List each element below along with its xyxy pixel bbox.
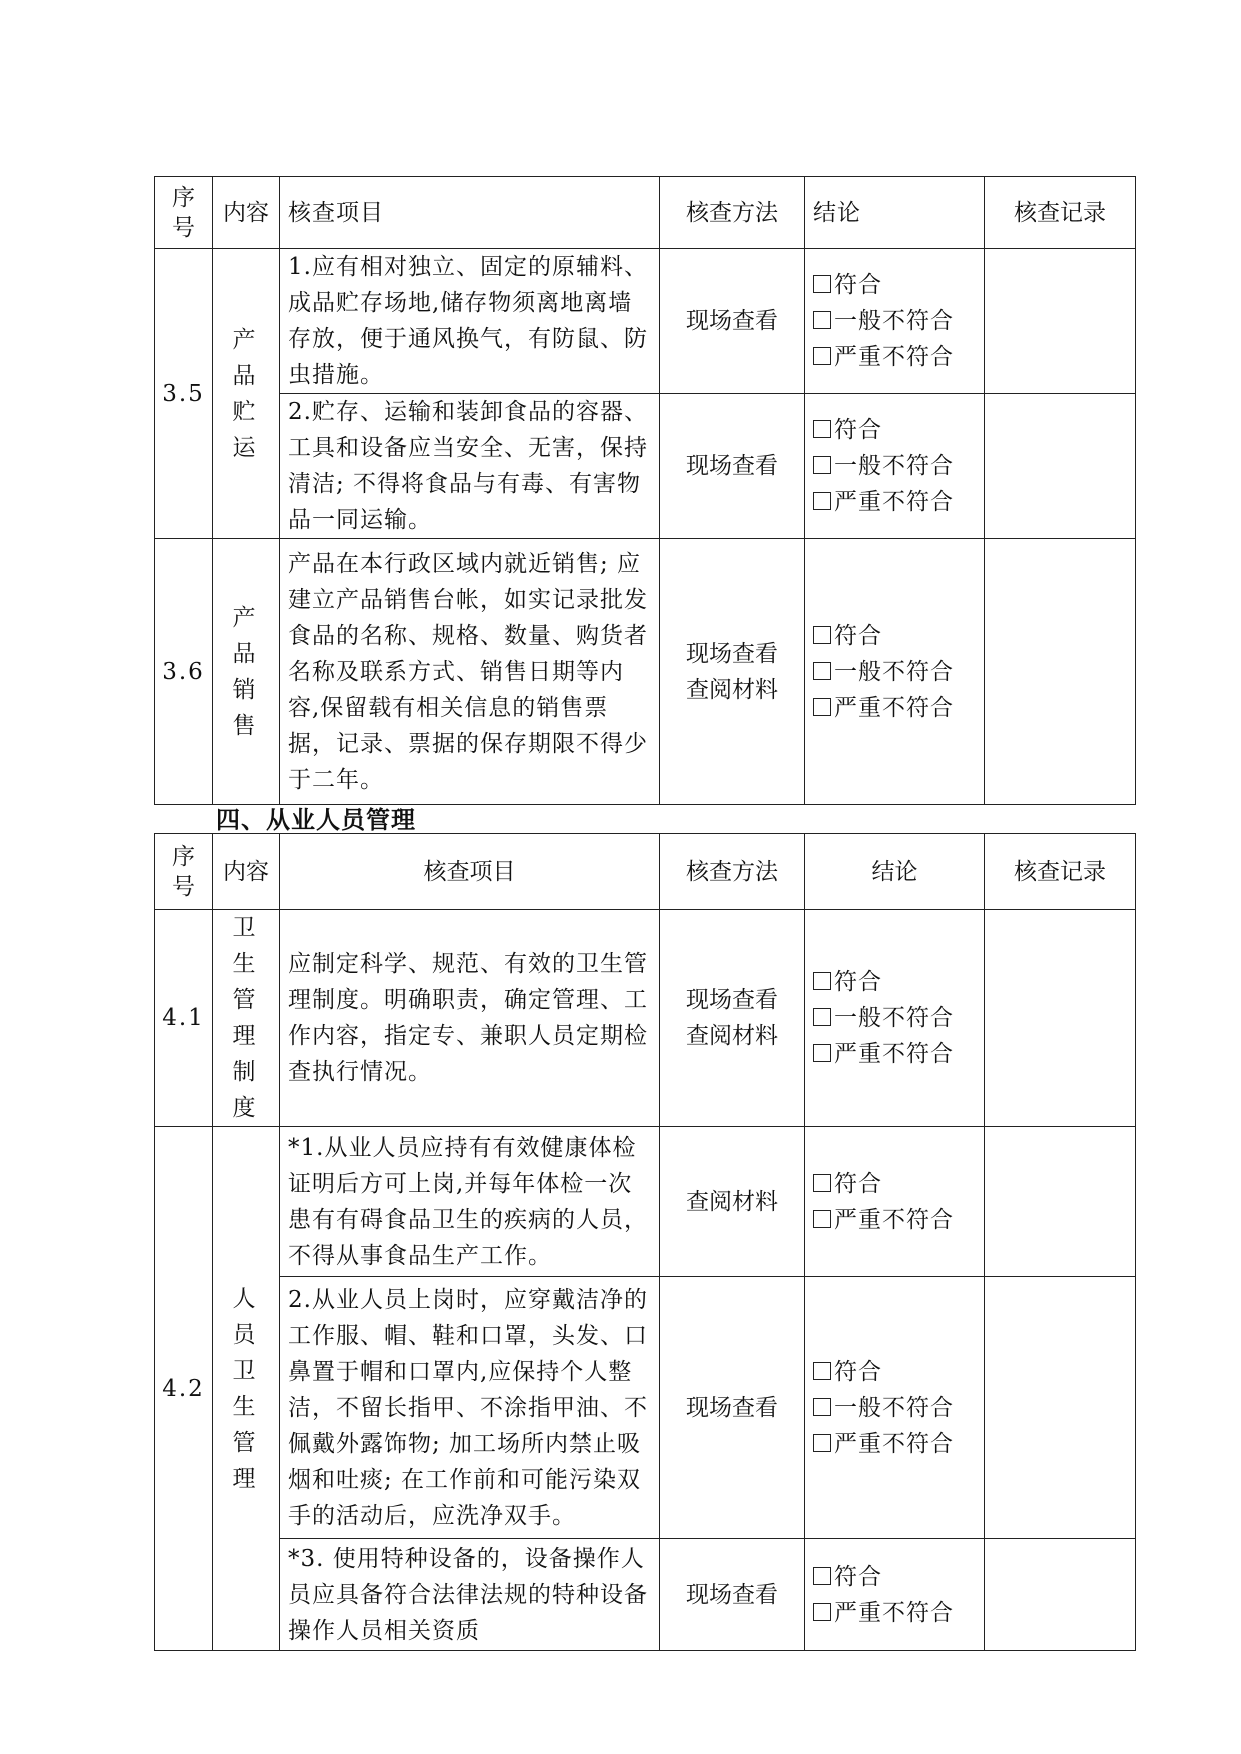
option-ok[interactable]: 符合 <box>805 267 984 303</box>
option-minor[interactable]: 一般不符合 <box>805 448 984 484</box>
checkbox-icon <box>813 1603 831 1621</box>
table-header-row <box>155 834 1136 910</box>
checkbox-icon <box>813 1434 831 1452</box>
checkbox-icon <box>813 492 831 510</box>
checkbox-icon <box>813 1008 831 1026</box>
option-ok[interactable]: 符合 <box>805 412 984 448</box>
item-cell: 2.贮存、运输和装卸食品的容器、工具和设备应当安全、无害，保持清洁; 不得将食品与有毒、有害物品一同运输。 <box>280 394 660 539</box>
method-cell: 现场查看 <box>660 1277 805 1539</box>
option-ok[interactable]: 符合 <box>805 618 984 654</box>
header-method: 核查方法 <box>660 834 805 910</box>
option-minor[interactable]: 一般不符合 <box>805 1000 984 1036</box>
item-cell: 产品在本行政区域内就近销售; 应建立产品销售台帐，如实记录批发食品的名称、规格、数量、购货者名称及联系方式、销售日期等内容,保留载有相关信息的销售票据，记录、票据的保存期限不得少于二年。 <box>280 539 660 805</box>
header-method: 核查方法 <box>660 177 805 249</box>
header-content: 内容 <box>213 177 280 249</box>
seq-cell: 3.5 <box>155 249 213 539</box>
checkbox-icon <box>813 1362 831 1380</box>
checkbox-icon <box>813 662 831 680</box>
header-seq: 序号 <box>171 843 195 900</box>
method-cell: 现场查看查阅材料 <box>685 640 778 703</box>
table-row <box>155 249 1136 394</box>
method-cell: 现场查看查阅材料 <box>685 987 778 1049</box>
seq-cell: 4.2 <box>155 1127 213 1651</box>
table-row <box>155 1127 1136 1277</box>
item-cell: 1.应有相对独立、固定的原辅料、成品贮存场地,储存物须离地离墙存放，便于通风换气，有防鼠、防虫措施。 <box>280 249 660 394</box>
record-cell[interactable] <box>985 910 1136 1127</box>
option-severe[interactable]: 严重不符合 <box>805 484 984 520</box>
record-cell[interactable] <box>985 249 1136 394</box>
option-ok[interactable]: 符合 <box>805 1166 984 1202</box>
checkbox-icon <box>813 1567 831 1585</box>
option-severe[interactable]: 严重不符合 <box>805 1202 984 1238</box>
content-cell: 产品销售 <box>232 604 260 739</box>
table-row <box>155 1539 1136 1651</box>
record-cell[interactable] <box>985 1277 1136 1539</box>
record-cell[interactable] <box>985 394 1136 539</box>
record-cell[interactable] <box>985 1539 1136 1651</box>
section-title: 四、从业人员管理 <box>216 806 416 834</box>
checkbox-icon <box>813 420 831 438</box>
record-cell[interactable] <box>985 1127 1136 1277</box>
item-cell: 应制定科学、规范、有效的卫生管理制度。明确职责，确定管理、工作内容，指定专、兼职人员定期检查执行情况。 <box>280 910 660 1127</box>
checkbox-icon <box>813 456 831 474</box>
content-cell: 卫生管理制度 <box>232 915 260 1121</box>
method-cell: 现场查看 <box>660 249 805 394</box>
inspection-table-section-3 <box>154 176 1136 805</box>
header-conclusion: 结论 <box>805 177 985 249</box>
option-minor[interactable]: 一般不符合 <box>805 303 984 339</box>
table-row <box>155 1277 1136 1539</box>
record-cell[interactable] <box>985 539 1136 805</box>
checkbox-icon <box>813 1210 831 1228</box>
seq-cell: 4.1 <box>155 910 213 1127</box>
option-minor[interactable]: 一般不符合 <box>805 1390 984 1426</box>
header-seq: 序号 <box>171 184 195 241</box>
header-item: 核查项目 <box>280 177 660 249</box>
header-record: 核查记录 <box>985 834 1136 910</box>
method-cell: 现场查看 <box>660 1539 805 1651</box>
option-severe[interactable]: 严重不符合 <box>805 1036 984 1072</box>
method-cell: 现场查看 <box>660 394 805 539</box>
option-severe[interactable]: 严重不符合 <box>805 690 984 726</box>
content-cell: 人员卫生管理 <box>232 1285 260 1492</box>
item-cell: *1.从业人员应持有有效健康体检证明后方可上岗,并每年体检一次患有有碍食品卫生的疾病的人员，不得从事食品生产工作。 <box>280 1127 660 1277</box>
table-row <box>155 910 1136 1127</box>
header-item: 核查项目 <box>280 834 660 910</box>
option-severe[interactable]: 严重不符合 <box>805 1595 984 1631</box>
table-row <box>155 394 1136 539</box>
option-ok[interactable]: 符合 <box>805 964 984 1000</box>
checkbox-icon <box>813 972 831 990</box>
conclusion-options <box>805 394 985 539</box>
checkbox-icon <box>813 626 831 644</box>
checkbox-icon <box>813 275 831 293</box>
table-row <box>155 539 1136 805</box>
content-cell: 产品贮运 <box>232 326 260 461</box>
inspection-table-section-4 <box>154 833 1136 1651</box>
checkbox-icon <box>813 698 831 716</box>
table-header-row <box>155 177 1136 249</box>
item-cell: *3. 使用特种设备的，设备操作人员应具备符合法律法规的特种设备操作人员相关资质 <box>280 1539 660 1651</box>
option-minor[interactable]: 一般不符合 <box>805 654 984 690</box>
conclusion-options <box>805 1539 985 1651</box>
option-ok[interactable]: 符合 <box>805 1559 984 1595</box>
seq-cell: 3.6 <box>155 539 213 805</box>
checkbox-icon <box>813 1398 831 1416</box>
header-record: 核查记录 <box>985 177 1136 249</box>
checkbox-icon <box>813 347 831 365</box>
checkbox-icon <box>813 311 831 329</box>
item-cell: 2.从业人员上岗时，应穿戴洁净的工作服、帽、鞋和口罩，头发、口鼻置于帽和口罩内,应保持个人整洁，不留长指甲、不涂指甲油、不佩戴外露饰物; 加工场所内禁止吸烟和吐痰; 在工作前和可能污染双手的活动后，应洗净双手。 <box>280 1277 660 1539</box>
option-severe[interactable]: 严重不符合 <box>805 339 984 375</box>
header-conclusion: 结论 <box>805 834 985 910</box>
option-severe[interactable]: 严重不符合 <box>805 1426 984 1462</box>
conclusion-options <box>805 910 985 1127</box>
conclusion-options <box>805 1127 985 1277</box>
conclusion-options <box>805 249 985 394</box>
header-content: 内容 <box>213 834 280 910</box>
checkbox-icon <box>813 1174 831 1192</box>
method-cell: 查阅材料 <box>660 1127 805 1277</box>
conclusion-options <box>805 539 985 805</box>
conclusion-options <box>805 1277 985 1539</box>
checkbox-icon <box>813 1044 831 1062</box>
option-ok[interactable]: 符合 <box>805 1354 984 1390</box>
